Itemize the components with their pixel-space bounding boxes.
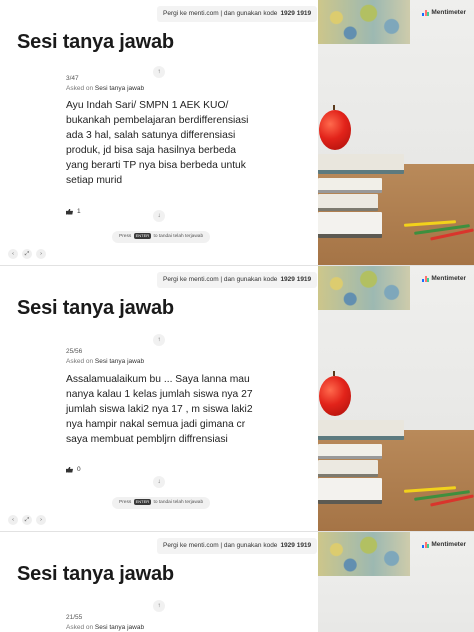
apple-stem: [333, 105, 335, 110]
join-code: 1929 1919: [280, 542, 312, 549]
next-question-button[interactable]: [153, 210, 165, 222]
decorative-image: [318, 532, 474, 632]
book: [318, 444, 382, 459]
question-counter: 3/47: [66, 75, 79, 82]
question-text: Assalamualaikum bu ... Saya lanna mau nanya kalau 1 kelas jumlah siswa nya 27 jumlah siswa laki2 nya 17 , m siswa laki2 nya hampir nakal semua jadi gimana cr saya membuat pembljrn diffrensiasi: [66, 374, 253, 445]
like-value: 0: [77, 466, 81, 473]
prev-slide-button[interactable]: [8, 515, 18, 525]
slide-content: [0, 0, 318, 265]
mentimeter-logo: [422, 541, 466, 548]
join-code: 1929 1919: [280, 276, 312, 283]
poster: [318, 532, 410, 576]
join-instructions: [157, 538, 317, 554]
slide-content: [0, 532, 318, 632]
asked-on-label: Asked on: [66, 624, 94, 631]
book: [318, 194, 378, 211]
asked-on-label: Asked on: [66, 358, 94, 365]
hint-after: to tandai telah terjawab: [153, 234, 204, 239]
book: [318, 178, 382, 193]
like-count: [66, 208, 81, 215]
like-value: 1: [77, 208, 81, 215]
previous-question-button[interactable]: [153, 334, 165, 346]
join-text: Pergi ke menti.com | dan gunakan kode: [163, 542, 278, 549]
slide-1: [0, 0, 474, 266]
next-question-button[interactable]: [153, 476, 165, 488]
hint-after: to tandai telah terjawab: [153, 500, 204, 505]
fullscreen-button[interactable]: [22, 515, 32, 525]
asked-on-name: Sesi tanya jawab: [94, 358, 145, 365]
join-text: Pergi ke menti.com | dan gunakan kode: [163, 10, 278, 17]
chevron-left-icon: ‹: [12, 517, 14, 523]
mentimeter-icon: [422, 276, 429, 282]
keyboard-hint: [112, 231, 210, 243]
previous-question-button[interactable]: [153, 66, 165, 78]
chevron-left-icon: ‹: [12, 251, 14, 257]
up-arrow-icon: ↑: [157, 337, 161, 343]
mentimeter-logo: [422, 9, 466, 16]
thumbs-up-icon: [66, 209, 73, 215]
mentimeter-logo: [422, 275, 466, 282]
asked-on-name: Sesi tanya jawab: [94, 624, 145, 631]
hint-before: Press: [119, 500, 132, 505]
book: [318, 460, 378, 477]
join-text: Pergi ke menti.com | dan gunakan kode: [163, 276, 278, 283]
poster: [318, 266, 410, 310]
up-arrow-icon: ↑: [157, 603, 161, 609]
fullscreen-button[interactable]: [22, 249, 32, 259]
up-arrow-icon: ↑: [157, 69, 161, 75]
poster: [318, 0, 410, 44]
like-count: [66, 466, 81, 473]
asked-on: [66, 85, 144, 92]
brand-name: Mentimeter: [431, 9, 466, 16]
next-slide-button[interactable]: [36, 249, 46, 259]
join-code: 1929 1919: [280, 10, 312, 17]
asked-on: [66, 358, 144, 365]
decorative-image: [318, 0, 474, 265]
next-slide-button[interactable]: [36, 515, 46, 525]
chevron-right-icon: ›: [40, 517, 42, 523]
slide-3: [0, 532, 474, 632]
book: [318, 478, 382, 504]
fullscreen-icon: ⤢: [24, 251, 30, 257]
enter-key: ENTER: [135, 499, 150, 504]
apple: [319, 376, 351, 416]
asked-on: [66, 624, 144, 631]
slide-title: Sesi tanya jawab: [17, 31, 174, 53]
down-arrow-icon: ↓: [157, 479, 161, 485]
keyboard-hint: [112, 497, 210, 509]
join-instructions: [157, 272, 317, 288]
slide-content: [0, 266, 318, 531]
question-counter: 25/56: [66, 348, 83, 355]
decorative-image: [318, 266, 474, 531]
question-text: Ayu Indah Sari/ SMPN 1 AEK KUO/ bukankah pembelajaran berdifferensiasi ada 3 hal, salah satunya differensiasi produk, jd bisa saja hasilnya berbeda yang berarti TP nya bisa berbeda untuk setiap murid: [66, 100, 249, 186]
asked-on-label: Asked on: [66, 85, 94, 92]
previous-question-button[interactable]: [153, 600, 165, 612]
mentimeter-icon: [422, 10, 429, 16]
slide-title: Sesi tanya jawab: [17, 563, 174, 585]
brand-name: Mentimeter: [431, 275, 466, 282]
fullscreen-icon: ⤢: [24, 517, 30, 523]
asked-on-name: Sesi tanya jawab: [94, 85, 145, 92]
chevron-right-icon: ›: [40, 251, 42, 257]
down-arrow-icon: ↓: [157, 213, 161, 219]
question-counter: 21/55: [66, 614, 83, 621]
prev-slide-button[interactable]: [8, 249, 18, 259]
thumbs-up-icon: [66, 467, 73, 473]
book: [318, 154, 404, 174]
apple-stem: [333, 371, 335, 376]
enter-key: ENTER: [135, 233, 150, 238]
book: [318, 420, 404, 440]
apple: [319, 110, 351, 150]
mentimeter-icon: [422, 542, 429, 548]
book: [318, 212, 382, 238]
join-instructions: [157, 6, 317, 22]
hint-before: Press: [119, 234, 132, 239]
brand-name: Mentimeter: [431, 541, 466, 548]
slide-title: Sesi tanya jawab: [17, 297, 174, 319]
slide-2: [0, 266, 474, 532]
